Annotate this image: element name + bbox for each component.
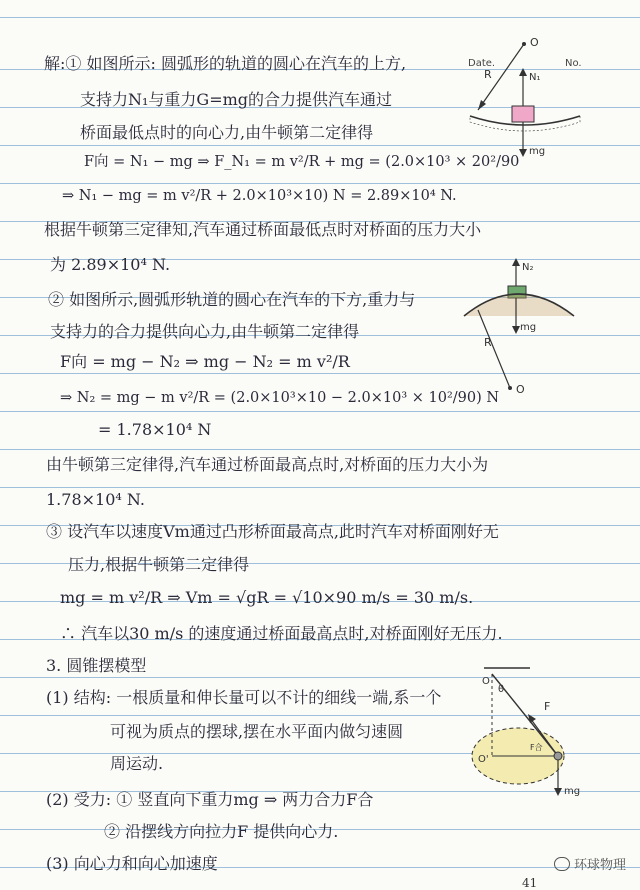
pivot-label: O xyxy=(482,676,490,687)
line-10: F向 = mg − N₂ ⇒ mg − N₂ = m v²/R xyxy=(60,352,350,371)
line-15: ③ 设汽车以速度Vm通过凸形桥面最高点,此时汽车对桥面刚好无 xyxy=(46,522,499,541)
line-16: 压力,根据牛顿第二定律得 xyxy=(68,555,250,574)
radius-label: R xyxy=(484,336,492,349)
line-5: ⇒ N₁ − mg = m v²/R + 2.0×10³×10) N = 2.89×10⁴ N. xyxy=(62,188,457,204)
bridge-arc xyxy=(464,294,574,316)
line-4: F向 = N₁ − mg ⇒ F_N₁ = m v²/R + mg = (2.0×10³ × 20²/90 xyxy=(84,154,520,170)
gravity-label: mg xyxy=(529,146,546,157)
gravity-label: mg xyxy=(564,786,581,797)
line-7: 为 2.89×10⁴ N. xyxy=(50,255,171,274)
center-label: O xyxy=(516,383,525,396)
tension-label: F xyxy=(544,700,551,713)
gravity-label: mg xyxy=(520,322,537,333)
concave-track-figure xyxy=(456,30,596,165)
normal-force-label: N₂ xyxy=(522,262,534,273)
car-block xyxy=(512,106,534,122)
center-label: O xyxy=(530,36,539,49)
normal-force-head xyxy=(519,68,527,76)
center-label: O' xyxy=(478,754,489,765)
line-21: 可视为质点的摆球,摆在水平面内做匀速圆 xyxy=(110,722,404,741)
center-point xyxy=(522,42,526,46)
conical-pendulum-figure xyxy=(470,662,610,802)
normal-force-head xyxy=(512,258,520,266)
line-9: 支持力的合力提供向心力,由牛顿第二定律得 xyxy=(50,322,360,341)
line-3: 桥面最低点时的向心力,由牛顿第二定律得 xyxy=(80,123,374,142)
gravity-head xyxy=(519,149,527,157)
pendulum-bob xyxy=(554,752,562,760)
line-17: mg = m v²/R ⇒ Vm = √gR = √10×90 m/s = 30 m/s. xyxy=(60,588,474,607)
line-11: ⇒ N₂ = mg − m v²/R = (2.0×10³×10 − 2.0×10³ × 10²/90) N xyxy=(60,390,500,406)
radius-arrowhead xyxy=(478,100,486,110)
brand-name: 环球物理 xyxy=(573,858,626,873)
line-20: (1) 结构: 一根质量和伸长量可以不计的细线一端,系一个 xyxy=(46,688,442,707)
center-point xyxy=(508,386,512,390)
convex-bridge-figure xyxy=(456,250,586,400)
page-number: 41 xyxy=(522,876,538,890)
angle-label: θ xyxy=(498,684,505,695)
gravity-head xyxy=(512,326,520,334)
line-6: 根据牛顿第三定律知,汽车通过桥面最低点时对桥面的压力大小 xyxy=(44,220,482,239)
line-18: ∴ 汽车以30 m/s 的速度通过桥面最高点时,对桥面刚好无压力. xyxy=(60,624,503,643)
radius-line xyxy=(478,310,510,388)
radius-label: R xyxy=(484,68,492,81)
line-1: 解:① 如图所示: 圆弧形的轨道的圆心在汽车的上方, xyxy=(44,54,407,73)
tension-head xyxy=(528,714,536,723)
net-force-label: F合 xyxy=(530,743,543,752)
line-23: (2) 受力: ① 竖直向下重力mg ⇒ 两力合力F合 xyxy=(46,790,374,809)
line-13: 由牛顿第三定律得,汽车通过桥面最高点时,对桥面的压力大小为 xyxy=(46,455,489,474)
no-label: No. xyxy=(565,58,582,69)
gravity-head xyxy=(554,788,562,796)
line-8: ② 如图所示,圆弧形轨道的圆心在汽车的下方,重力与 xyxy=(48,290,416,309)
date-label: Date. xyxy=(468,58,496,69)
watermark xyxy=(554,854,626,873)
line-14: 1.78×10⁴ N. xyxy=(46,490,145,509)
line-22: 周运动. xyxy=(110,754,164,773)
line-24: ② 沿摆线方向拉力F 提供向心力. xyxy=(104,822,339,841)
wechat-icon xyxy=(554,857,570,871)
line-12: = 1.78×10⁴ N xyxy=(98,420,212,439)
line-2: 支持力N₁与重力G=mg的合力提供汽车通过 xyxy=(80,90,393,109)
line-25: (3) 向心力和向心加速度 xyxy=(46,854,218,873)
line-19: 3. 圆锥摆模型 xyxy=(46,656,147,675)
normal-force-label: N₁ xyxy=(529,72,541,83)
